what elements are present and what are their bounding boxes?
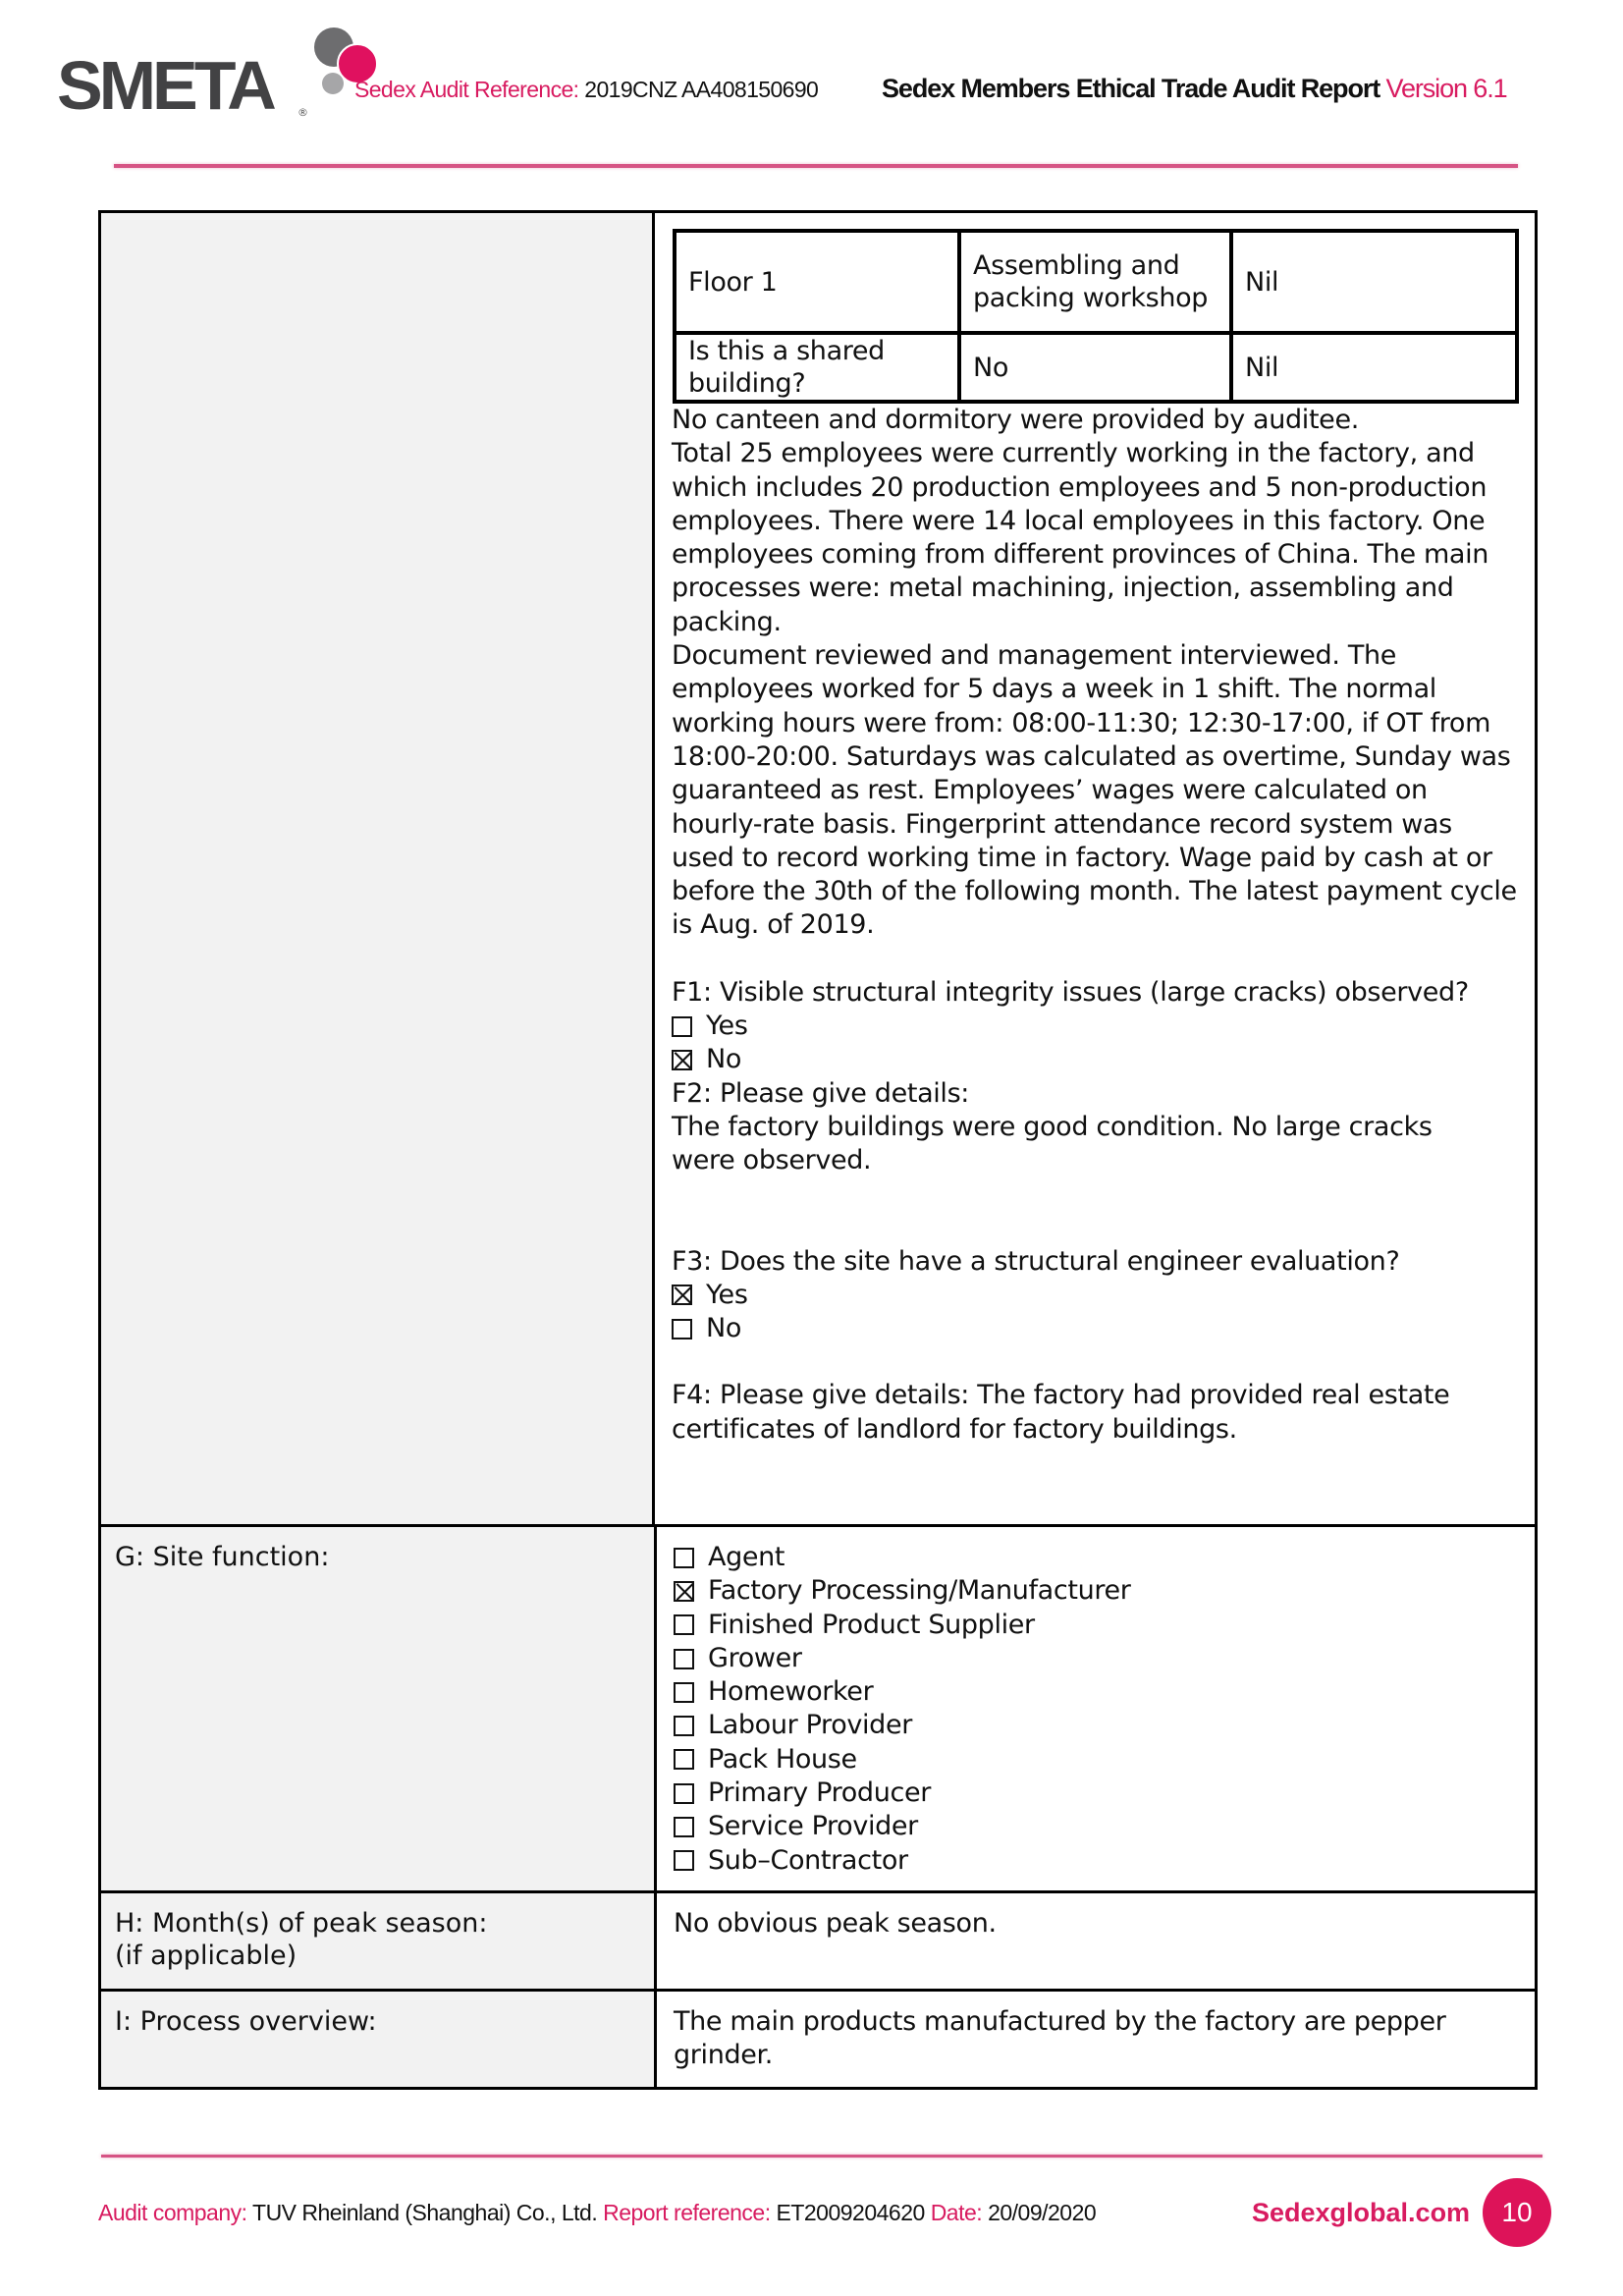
footer-info [98, 2200, 1096, 2226]
report-reference-label: Report reference: [603, 2200, 771, 2225]
site-function-options [657, 1527, 1535, 1890]
option-label: Yes [706, 1011, 748, 1042]
peak-season-label [101, 1893, 657, 1989]
option-label: Factory Processing/Manufacturer [708, 1575, 1131, 1607]
header-divider [114, 164, 1518, 168]
f1-option-no[interactable] [672, 1043, 1519, 1076]
working-hours-summary: Document reviewed and management interviewed. The employees worked for 5 days a week in 1 shift. The normal working hours were from: 08:00-11:30; 12:30-17:00, if OT from 18:00-20:00. Saturdays was calculated as overtime, Sunday was guaranteed as rest. Employees’ wages were calculated on hourly-rate basis. Fingerprint attendance record system was used to record working time in factory. Wage paid by cash at or before the 30th of the following month. The latest payment cycle is Aug. of 2019. [672, 640, 1517, 941]
building-table-cell: Assembling and packing workshop [959, 231, 1231, 333]
site-function-option-agent[interactable] [674, 1541, 1519, 1574]
site-function-option-grower[interactable] [674, 1642, 1519, 1675]
site-function-option-service-provider[interactable] [674, 1810, 1519, 1843]
checkbox-unchecked-icon[interactable] [674, 1614, 694, 1635]
building-table-cell: Nil [1231, 231, 1517, 333]
page-number-badge: 10 [1483, 2178, 1551, 2247]
site-function-label: G: Site function: [101, 1527, 657, 1890]
checkbox-unchecked-icon[interactable] [672, 1016, 692, 1037]
checkbox-unchecked-icon[interactable] [674, 1649, 694, 1669]
option-label: Service Provider [708, 1811, 918, 1842]
option-label: No [706, 1044, 742, 1075]
checkbox-unchecked-icon[interactable] [674, 1850, 694, 1871]
site-function-option-factory[interactable] [674, 1574, 1519, 1608]
report-reference-value: ET2009204620 [776, 2200, 925, 2225]
audit-reference-label: Sedex Audit Reference: [354, 77, 579, 102]
option-label: Primary Producer [708, 1777, 931, 1809]
checkbox-checked-icon[interactable] [674, 1581, 694, 1602]
option-label: Agent [708, 1542, 785, 1572]
checkbox-checked-icon[interactable] [672, 1050, 692, 1070]
checkbox-unchecked-icon[interactable] [672, 1319, 692, 1339]
checkbox-unchecked-icon[interactable] [674, 1783, 694, 1804]
checkbox-unchecked-icon[interactable] [674, 1817, 694, 1837]
building-table [673, 229, 1519, 404]
site-function-option-finished-product[interactable] [674, 1609, 1519, 1642]
row-process-overview [101, 1989, 1535, 2087]
f2-question: F2: Please give details: [672, 1077, 970, 1109]
section-f-content-cell [655, 213, 1535, 1524]
row-peak-season [101, 1890, 1535, 1989]
checkbox-unchecked-icon[interactable] [674, 1682, 694, 1703]
registered-mark: ® [298, 106, 308, 119]
date-value: 20/09/2020 [988, 2200, 1097, 2225]
option-label: Homeworker [708, 1676, 874, 1708]
peak-season-value: No obvious peak season. [674, 1908, 997, 1939]
checkbox-unchecked-icon[interactable] [674, 1548, 694, 1568]
option-label: Pack House [708, 1743, 857, 1775]
checkbox-unchecked-icon[interactable] [674, 1749, 694, 1770]
row-site-function [101, 1524, 1535, 1890]
f4-details: F4: Please give details: The factory had provided real estate certificates of landlord for factory buildings. [672, 1380, 1450, 1445]
canteen-note: No canteen and dormitory were provided by auditee. [672, 405, 1359, 435]
f3-option-yes[interactable] [672, 1279, 1519, 1312]
section-f-label-cell [101, 213, 655, 1524]
site-function-option-primary-producer[interactable] [674, 1777, 1519, 1810]
audit-details-table [98, 210, 1538, 2090]
building-table-cell: Is this a shared building? [675, 333, 959, 402]
f1-option-yes[interactable] [672, 1010, 1519, 1043]
smeta-logo [57, 27, 342, 126]
option-label: Labour Provider [708, 1710, 912, 1741]
f3-option-no[interactable] [672, 1312, 1519, 1345]
process-overview-value: The main products manufactured by the factory are pepper grinder. [674, 2006, 1446, 2071]
site-function-option-labour-provider[interactable] [674, 1709, 1519, 1742]
peak-season-label-line1: H: Month(s) of peak season: [115, 1908, 488, 1939]
building-table-cell: No [959, 333, 1231, 402]
building-table-cell: Nil [1231, 333, 1517, 402]
site-function-option-pack-house[interactable] [674, 1743, 1519, 1777]
footer-divider [101, 2155, 1542, 2158]
row-section-f [101, 213, 1535, 1524]
f1-question: F1: Visible structural integrity issues (large cracks) observed? [672, 976, 1469, 1008]
audit-reference [354, 77, 818, 103]
report-version: Version 6.1 [1385, 74, 1507, 103]
option-label: Grower [708, 1642, 802, 1673]
building-table-row [675, 333, 1517, 402]
audit-company-value: TUV Rheinland (Shanghai) Co., Ltd. [252, 2200, 598, 2225]
option-label: Finished Product Supplier [708, 1609, 1035, 1640]
checkbox-checked-icon[interactable] [672, 1285, 692, 1305]
peak-season-label-line2: (if applicable) [115, 1941, 298, 1971]
report-title [882, 74, 1507, 104]
audit-company-label: Audit company: [98, 2200, 247, 2225]
option-label: No [706, 1313, 742, 1344]
site-function-option-homeworker[interactable] [674, 1675, 1519, 1709]
building-table-row [675, 231, 1517, 333]
option-label: Yes [706, 1279, 748, 1310]
logo-dot-light [322, 73, 344, 94]
process-overview-label: I: Process overview: [101, 1992, 657, 2087]
site-function-option-sub-contractor[interactable] [674, 1844, 1519, 1878]
logo-wordmark: SMETA [57, 47, 273, 124]
f2-answer: The factory buildings were good condition. No large cracks were observed. [672, 1111, 1433, 1176]
option-label: Sub–Contractor [708, 1844, 908, 1876]
f3-question: F3: Does the site have a structural engineer evaluation? [672, 1245, 1400, 1277]
audit-reference-value: 2019CNZ AA408150690 [584, 77, 819, 102]
employees-summary: Total 25 employees were currently working in the factory, and which includes 20 production employees and 5 non-production employees. There were 14 local employees in this factory. One employees coming from different provinces of China. The main processes were: metal machining, injection, assembling and packing. [672, 438, 1489, 637]
date-label: Date: [930, 2200, 983, 2225]
building-table-cell: Floor 1 [675, 231, 959, 333]
checkbox-unchecked-icon[interactable] [674, 1716, 694, 1736]
sedex-website-link[interactable]: Sedexglobal.com [1252, 2198, 1471, 2227]
report-title-text: Sedex Members Ethical Trade Audit Report [882, 74, 1380, 103]
